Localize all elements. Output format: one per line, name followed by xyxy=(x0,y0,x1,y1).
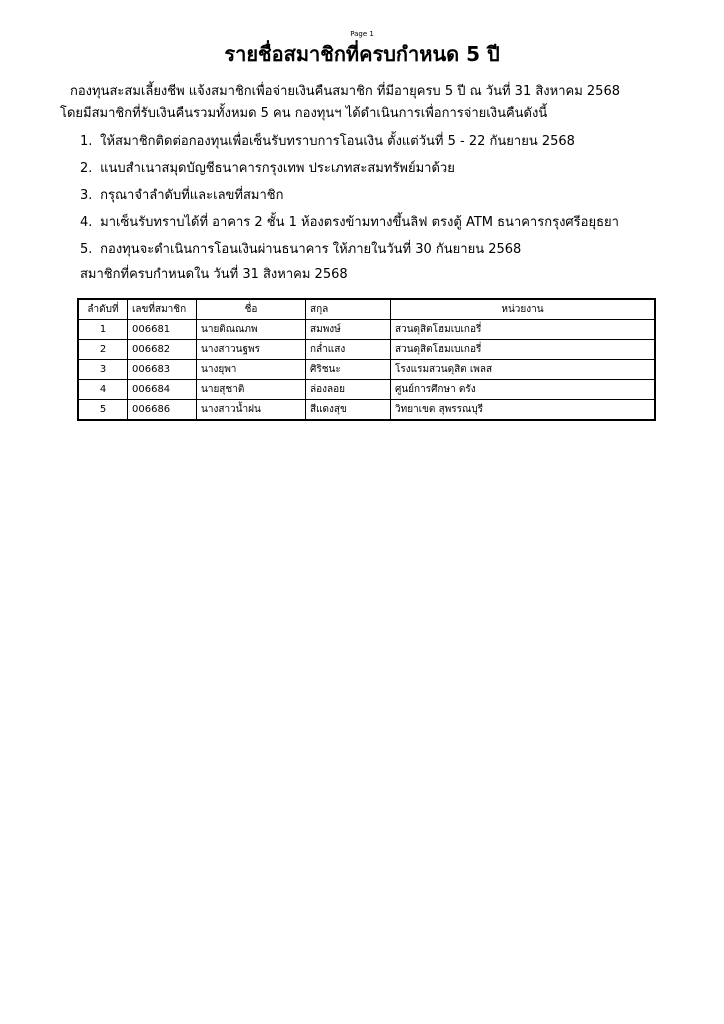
cell-surname: ล่องลอย xyxy=(306,380,391,400)
page-number-label: Page 1 xyxy=(350,30,374,38)
cell-surname: ศิริชนะ xyxy=(306,360,391,380)
table-row xyxy=(78,320,655,340)
instruction-item-2 xyxy=(80,160,455,178)
instruction-item-4 xyxy=(80,214,619,232)
instruction-number: 5. xyxy=(80,242,93,257)
intro-paragraph-line-1: กองทุนสะสมเลี้ยงชีพ แจ้งสมาชิกเพื่อจ่ายเงินคืนสมาชิก ที่มีอายุครบ 5 ปี ณ วันที่ 31 สิงหาคม 2568 xyxy=(70,84,620,99)
cell-member-id: 006686 xyxy=(128,400,197,421)
header-surname: สกุล xyxy=(306,299,391,320)
cell-order: 2 xyxy=(78,340,128,360)
cell-unit: โรงแรมสวนดุสิต เพลส xyxy=(391,360,656,380)
instruction-number: 4. xyxy=(80,215,93,230)
cell-order: 4 xyxy=(78,380,128,400)
instruction-number: 3. xyxy=(80,188,93,203)
header-name: ชื่อ xyxy=(197,299,306,320)
instruction-text: กรุณาจำลำดับที่และเลขที่สมาชิก xyxy=(100,188,284,203)
cell-order: 3 xyxy=(78,360,128,380)
cell-name: นายติณณภพ xyxy=(197,320,306,340)
instruction-item-5 xyxy=(80,241,521,259)
table-row xyxy=(78,380,655,400)
cell-member-id: 006683 xyxy=(128,360,197,380)
instruction-number: 1. xyxy=(80,134,93,149)
table-row xyxy=(78,340,655,360)
cell-name: นางสาวนฐพร xyxy=(197,340,306,360)
cell-unit: สวนดุสิตโฮมเบเกอรี่ xyxy=(391,340,656,360)
table-row xyxy=(78,360,655,380)
header-order: ลำดับที่ xyxy=(78,299,128,320)
cell-unit: ศูนย์การศึกษา ตรัง xyxy=(391,380,656,400)
members-table xyxy=(77,298,656,421)
cell-member-id: 006682 xyxy=(128,340,197,360)
cell-member-id: 006684 xyxy=(128,380,197,400)
member-list-heading: สมาชิกที่ครบกำหนดใน วันที่ 31 สิงหาคม 2568 xyxy=(80,267,348,282)
instruction-text: แนบสำเนาสมุดบัญชีธนาคารกรุงเทพ ประเภทสะสมทรัพย์มาด้วย xyxy=(100,161,455,176)
cell-unit: วิทยาเขต สุพรรณบุรี xyxy=(391,400,656,421)
cell-order: 5 xyxy=(78,400,128,421)
table-row xyxy=(78,400,655,421)
cell-order: 1 xyxy=(78,320,128,340)
instruction-item-3 xyxy=(80,187,284,205)
instruction-number: 2. xyxy=(80,161,93,176)
cell-name: นางยุพา xyxy=(197,360,306,380)
header-member-id: เลขที่สมาชิก xyxy=(128,299,197,320)
instruction-text: กองทุนจะดำเนินการโอนเงินผ่านธนาคาร ให้ภายในวันที่ 30 กันยายน 2568 xyxy=(100,242,522,257)
cell-member-id: 006681 xyxy=(128,320,197,340)
header-unit: หน่วยงาน xyxy=(391,299,656,320)
cell-surname: สีแดงสุข xyxy=(306,400,391,421)
cell-name: นางสาวน้ำฝน xyxy=(197,400,306,421)
table-header-row xyxy=(78,299,655,320)
cell-unit: สวนดุสิตโฮมเบเกอรี่ xyxy=(391,320,656,340)
instruction-item-1 xyxy=(80,133,575,151)
instruction-text: มาเซ็นรับทราบได้ที่ อาคาร 2 ชั้น 1 ห้องตรงข้ามทางขึ้นลิฟ ตรงตู้ ATM ธนาคารกรุงศรีอยุธยา xyxy=(100,215,619,230)
instruction-text: ให้สมาชิกติดต่อกองทุนเพื่อเซ็นรับทราบการโอนเงิน ตั้งแต่วันที่ 5 - 22 กันยายน 2568 xyxy=(100,134,575,149)
intro-paragraph-line-2: โดยมีสมาชิกที่รับเงินคืนรวมทั้งหมด 5 คน กองทุนฯ ได้ดำเนินการเพื่อการจ่ายเงินคืนดังนี้ xyxy=(60,106,548,121)
cell-surname: กล่ำแสง xyxy=(306,340,391,360)
cell-name: นายสุชาติ xyxy=(197,380,306,400)
cell-surname: สมพงษ์ xyxy=(306,320,391,340)
document-title: รายชื่อสมาชิกที่ครบกำหนด 5 ปี xyxy=(224,42,500,66)
